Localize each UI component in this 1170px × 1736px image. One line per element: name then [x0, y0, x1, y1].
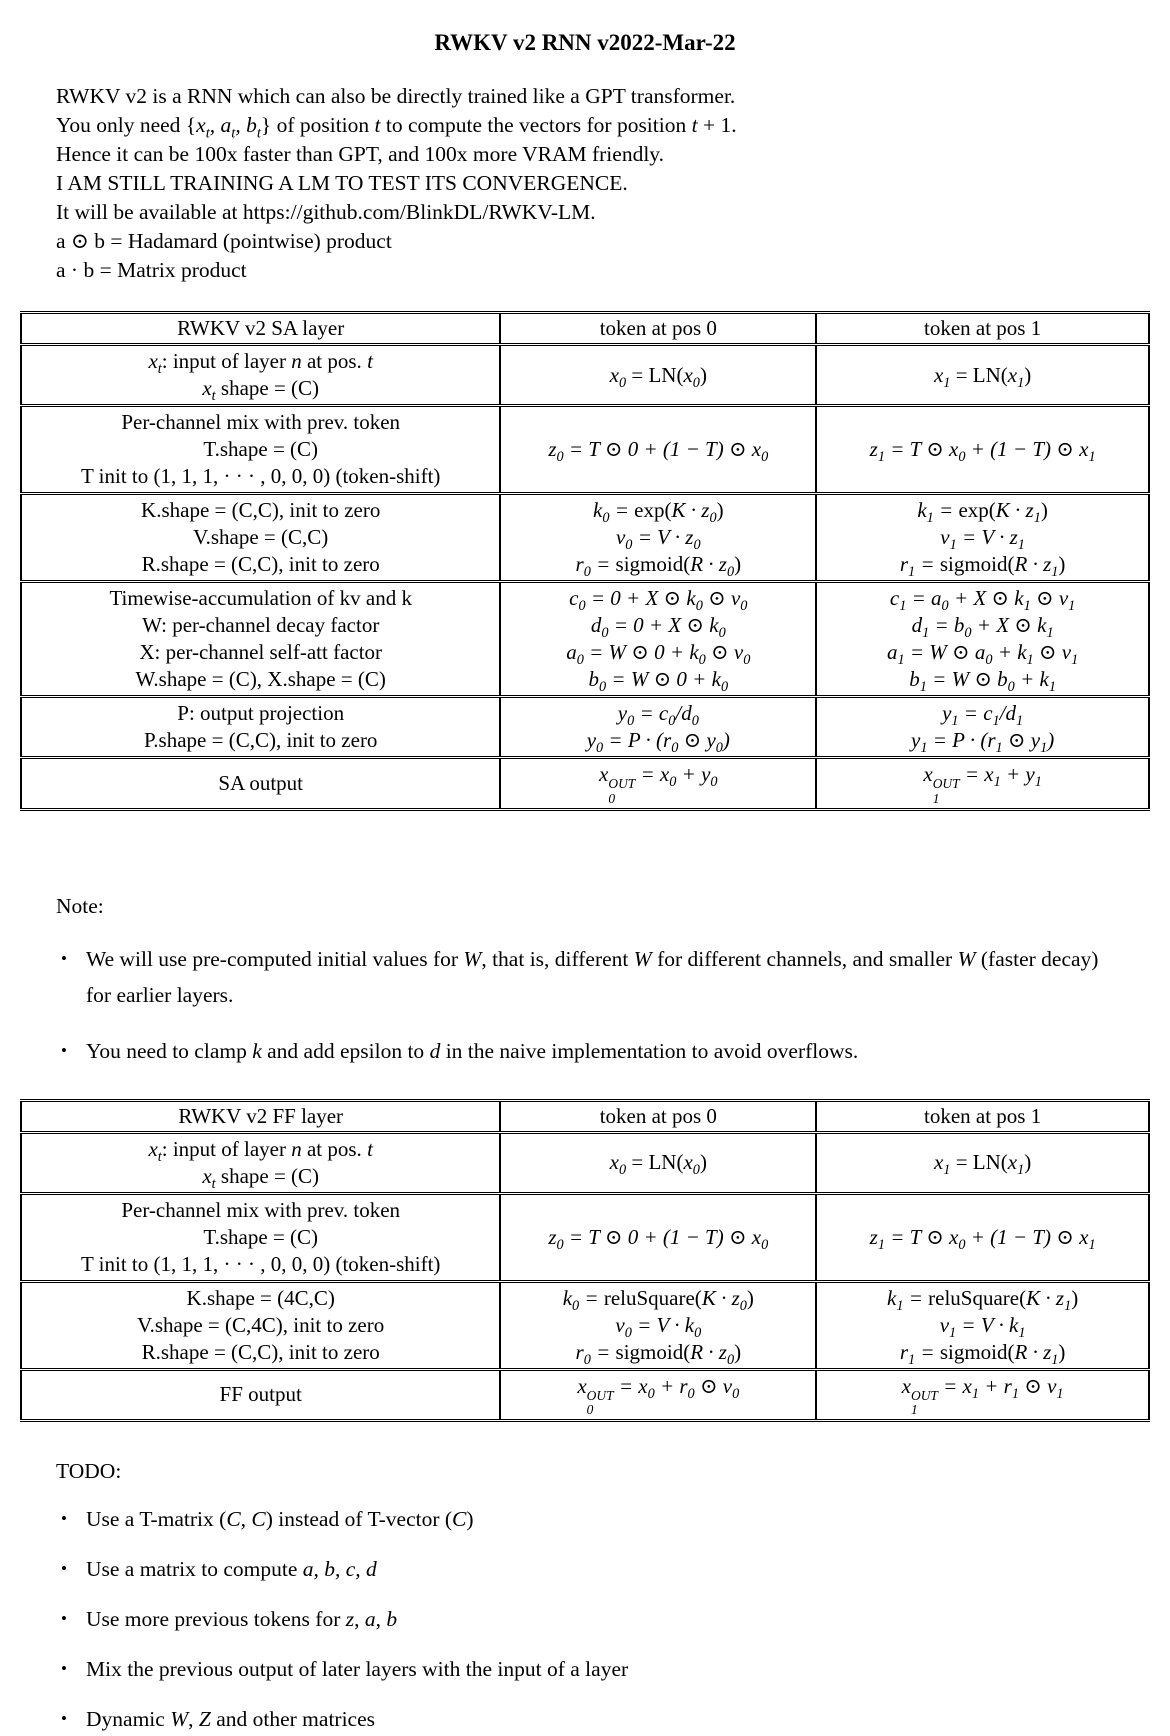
ff-output-pos1-cell — [816, 1369, 1149, 1421]
todo-bullet — [56, 1602, 1150, 1636]
formula-line: $k_0 = \exp(K \cdot z_0)$ — [593, 498, 724, 527]
desc-line: T init to (1, 1, 1, · · · , 0, 0, 0) (token-shift) — [80, 1251, 441, 1276]
desc-line: T.shape = (C) — [203, 437, 319, 461]
desc-line: R.shape = (C,C), init to zero — [141, 552, 380, 576]
todo-bullet-text: Mix the previous output of later layers with the input of a layer — [86, 1657, 629, 1682]
formula-line: $d_0 = 0 + X$ ⊙ $k_0$ — [590, 613, 726, 642]
desc-line: FF output — [219, 1382, 302, 1407]
formula-line: $b_1 = W$ ⊙ $b_0 + k_1$ — [909, 667, 1056, 696]
sa-row-accum — [21, 582, 1149, 697]
sa-header-layer: RWKV v2 SA layer — [21, 313, 500, 345]
formula-line: $a_1 = W$ ⊙ $a_0 + k_1$ ⊙ $v_1$ — [886, 640, 1079, 669]
sa-mix-pos0-cell — [500, 406, 816, 494]
formula-line: x OUT 0 = $x_0 + y_0$ — [599, 762, 718, 806]
bullet-icon: • — [61, 1509, 67, 1529]
sa-output-pos0-cell — [500, 758, 816, 810]
formula-line: $c_0 = 0 + X$ ⊙ $k_0$ ⊙ $v_0$ — [569, 586, 748, 615]
formula-line: $x_1 = LN(x_1)$ — [933, 1150, 1032, 1179]
sa-accum-pos0-cell — [500, 582, 816, 697]
desc-line: V.shape = (C,4C), init to zero — [137, 1312, 385, 1337]
desc-line: T init to (1, 1, 1, · · · , 0, 0, 0) (token-shift) — [80, 464, 441, 488]
ff-header-layer: RWKV v2 FF layer — [21, 1100, 500, 1132]
desc-line: W: per-channel decay factor — [142, 613, 380, 637]
todo-heading: TODO: — [56, 1459, 122, 1484]
note-bullet-text: You need to clamp k and add epsilon to d in the naive implementation to avoid overflows. — [86, 1038, 859, 1063]
note-heading: Note: — [56, 893, 104, 918]
formula-line: $v_0 = V \cdot z_0$ — [615, 525, 701, 554]
sa-proj-pos0-cell — [500, 697, 816, 758]
intro-line-hadamard-def: a ⊙ b = Hadamard (pointwise) product — [56, 229, 392, 253]
desc-line: K.shape = (C,C), init to zero — [141, 498, 381, 522]
bullet-icon: • — [61, 948, 67, 968]
intro-line-repo-url: It will be available at https://github.com/BlinkDL/RWKV-LM. — [56, 200, 596, 224]
ff-row-output — [21, 1369, 1149, 1421]
sa-mix-pos1-cell — [816, 406, 1149, 494]
desc-line: Timewise-accumulation of kv and k — [109, 586, 412, 610]
todo-bullet — [56, 1702, 1150, 1736]
formula-line: $y_1 = c_1/d_1$ — [942, 701, 1024, 730]
sa-output-desc-cell — [21, 758, 500, 810]
formula-line: x OUT 1 = $x_1 + r_1$ ⊙ $v_1$ — [901, 1373, 1064, 1418]
formula-line: $y_0 = c_0/d_0$ — [617, 701, 699, 730]
sa-input-desc-cell — [21, 345, 500, 406]
formula-line: $c_1 = a_0 + X$ ⊙ $k_1$ ⊙ $v_1$ — [889, 586, 1076, 615]
formula-line: $x_1 = LN(x_1)$ — [933, 362, 1032, 391]
formula-line: $d_1 = b_0 + X$ ⊙ $k_1$ — [911, 613, 1054, 642]
formula-line: x OUT 0 = $x_0 + r_0$ ⊙ $v_0$ — [577, 1373, 740, 1418]
intro-line-matrix-def: a · b = Matrix product — [56, 258, 247, 282]
desc-line: V.shape = (C,C) — [193, 525, 329, 549]
todo-bullet-text: Use a T-matrix (C, C) instead of T-vector (C) — [86, 1507, 474, 1532]
ff-header-row — [21, 1100, 1149, 1132]
desc-line: $x_t$ shape = (C) — [202, 376, 320, 405]
intro-line: Hence it can be 100x faster than GPT, and 100x more VRAM friendly. — [56, 142, 665, 166]
formula-line: $z_0 = T$ ⊙ 0 + (1 − T) ⊙ $x_0$ — [548, 437, 769, 466]
ff-header-pos1: token at pos 1 — [816, 1100, 1149, 1132]
sa-accum-desc-cell — [21, 582, 500, 697]
ff-header-pos0: token at pos 0 — [500, 1100, 816, 1132]
desc-line: P.shape = (C,C), init to zero — [143, 728, 378, 752]
sa-output-pos1-cell — [816, 758, 1149, 810]
sa-kvr-pos0-cell — [500, 494, 816, 582]
ff-kvr-desc-cell — [21, 1281, 500, 1369]
formula-line: $k_1$ = reluSquare(K · $z_1$) — [887, 1285, 1079, 1314]
formula-line: $r_0$ = sigmoid(R · $z_0$) — [575, 1339, 742, 1368]
desc-line: $x_t$: input of layer n at pos. t — [148, 1136, 373, 1165]
sa-header-row — [21, 313, 1149, 345]
formula-line: $y_1 = P \cdot (r_1$ ⊙ $y_1$) — [911, 728, 1055, 757]
todo-bullet-text: Use a matrix to compute a, b, c, d — [86, 1557, 377, 1582]
sa-proj-pos1-cell — [816, 697, 1149, 758]
note-bullet — [56, 941, 1150, 1013]
desc-line: R.shape = (C,C), init to zero — [141, 1339, 380, 1364]
formula-line: $v_1 = V \cdot z_1$ — [940, 525, 1025, 554]
sa-row-proj — [21, 697, 1149, 758]
intro-line: You only need {$x_t$, $a_t$, $b_t$} of position t to compute the vectors for position t + 1. — [56, 113, 737, 142]
ff-mix-pos0-cell — [500, 1193, 816, 1281]
sa-row-kvr — [21, 494, 1149, 582]
note-section — [56, 891, 1150, 1069]
intro-paragraph — [56, 82, 1150, 285]
sa-proj-desc-cell — [21, 697, 500, 758]
formula-line: $z_0 = T$ ⊙ 0 + (1 − T) ⊙ $x_0$ — [548, 1224, 769, 1253]
intro-line: RWKV v2 is a RNN which can also be directly trained like a GPT transformer. — [56, 84, 736, 108]
desc-line: P: output projection — [177, 701, 345, 725]
ff-input-pos0-cell — [500, 1132, 816, 1193]
todo-bullet — [56, 1652, 1150, 1686]
ff-row-kvr — [21, 1281, 1149, 1369]
sa-layer-table — [20, 311, 1150, 811]
page-title: RWKV v2 RNN v2022-Mar-22 — [434, 30, 736, 55]
formula-line: $v_0 = V \cdot k_0$ — [615, 1312, 702, 1341]
desc-line: W.shape = (C), X.shape = (C) — [135, 667, 386, 691]
desc-line: SA output — [218, 770, 303, 795]
bullet-icon: • — [61, 1609, 67, 1629]
ff-kvr-pos0-cell — [500, 1281, 816, 1369]
note-bullet — [56, 1033, 1150, 1069]
sa-kvr-pos1-cell — [816, 494, 1149, 582]
sa-input-pos0-cell — [500, 345, 816, 406]
ff-input-pos1-cell — [816, 1132, 1149, 1193]
sa-input-pos1-cell — [816, 345, 1149, 406]
ff-kvr-pos1-cell — [816, 1281, 1149, 1369]
ff-mix-pos1-cell — [816, 1193, 1149, 1281]
formula-line: $x_0 = LN(x_0)$ — [609, 362, 707, 391]
formula-line: $a_0 = W$ ⊙ $0 + k_0$ ⊙ $v_0$ — [566, 640, 751, 669]
sa-mix-desc-cell — [21, 406, 500, 494]
desc-line: K.shape = (4C,C) — [186, 1285, 335, 1310]
desc-line: Per-channel mix with prev. token — [121, 410, 401, 434]
formula-line: $r_1$ = sigmoid(R · $z_1$) — [899, 1339, 1066, 1368]
bullet-icon: • — [61, 1040, 67, 1060]
todo-bullet-text: Dynamic W, Z and other matrices — [86, 1707, 375, 1732]
formula-line: $k_1 = \exp(K \cdot z_1)$ — [917, 498, 1048, 527]
sa-accum-pos1-cell — [816, 582, 1149, 697]
sa-row-input — [21, 345, 1149, 406]
desc-line: X: per-channel self-att factor — [139, 640, 383, 664]
bullet-icon: • — [61, 1559, 67, 1579]
todo-bullet — [56, 1552, 1150, 1586]
bullet-icon: • — [61, 1659, 67, 1679]
desc-line: $x_t$ shape = (C) — [202, 1163, 320, 1192]
ff-output-desc-cell — [21, 1369, 500, 1421]
ff-row-mix — [21, 1193, 1149, 1281]
ff-mix-desc-cell — [21, 1193, 500, 1281]
ff-input-desc-cell — [21, 1132, 500, 1193]
formula-line: $v_1 = V \cdot k_1$ — [939, 1312, 1026, 1341]
formula-line: x OUT 1 = $x_1 + y_1$ — [923, 762, 1042, 806]
sa-kvr-desc-cell — [21, 494, 500, 582]
desc-line: Per-channel mix with prev. token — [121, 1197, 401, 1222]
todo-section — [56, 1456, 1150, 1736]
todo-bullet-text: Use more previous tokens for z, a, b — [86, 1607, 398, 1632]
sa-row-mix — [21, 406, 1149, 494]
intro-line: I AM STILL TRAINING A LM TO TEST ITS CONVERGENCE. — [56, 171, 628, 195]
formula-line: $r_1$ = sigmoid(R · $z_1$) — [899, 552, 1066, 581]
bullet-icon: • — [61, 1709, 67, 1729]
todo-bullet — [56, 1502, 1150, 1536]
desc-line: T.shape = (C) — [203, 1224, 319, 1249]
note-bullet-text: We will use pre-computed initial values for W, that is, different W for different channels, and smaller W (faster decay) for earlier layers. — [86, 946, 1099, 1007]
formula-line: $y_0 = P \cdot (r_0$ ⊙ $y_0$) — [586, 728, 730, 757]
formula-line: $z_1 = T$ ⊙ $x_0 + (1 - T)$ ⊙ $x_1$ — [869, 437, 1096, 466]
formula-line: $r_0$ = sigmoid(R · $z_0$) — [575, 552, 742, 581]
formula-line: $b_0 = W$ ⊙ $0 + k_0$ — [588, 667, 729, 696]
ff-output-pos0-cell — [500, 1369, 816, 1421]
sa-row-output — [21, 758, 1149, 810]
ff-layer-table — [20, 1099, 1150, 1423]
formula-line: $k_0$ = reluSquare(K · $z_0$) — [562, 1285, 754, 1314]
formula-line: $x_0 = LN(x_0)$ — [609, 1150, 707, 1179]
sa-header-pos0: token at pos 0 — [500, 313, 816, 345]
ff-row-input — [21, 1132, 1149, 1193]
desc-line: $x_t$: input of layer n at pos. t — [148, 349, 373, 378]
sa-header-pos1: token at pos 1 — [816, 313, 1149, 345]
formula-line: $z_1 = T$ ⊙ $x_0 + (1 - T)$ ⊙ $x_1$ — [869, 1224, 1096, 1253]
